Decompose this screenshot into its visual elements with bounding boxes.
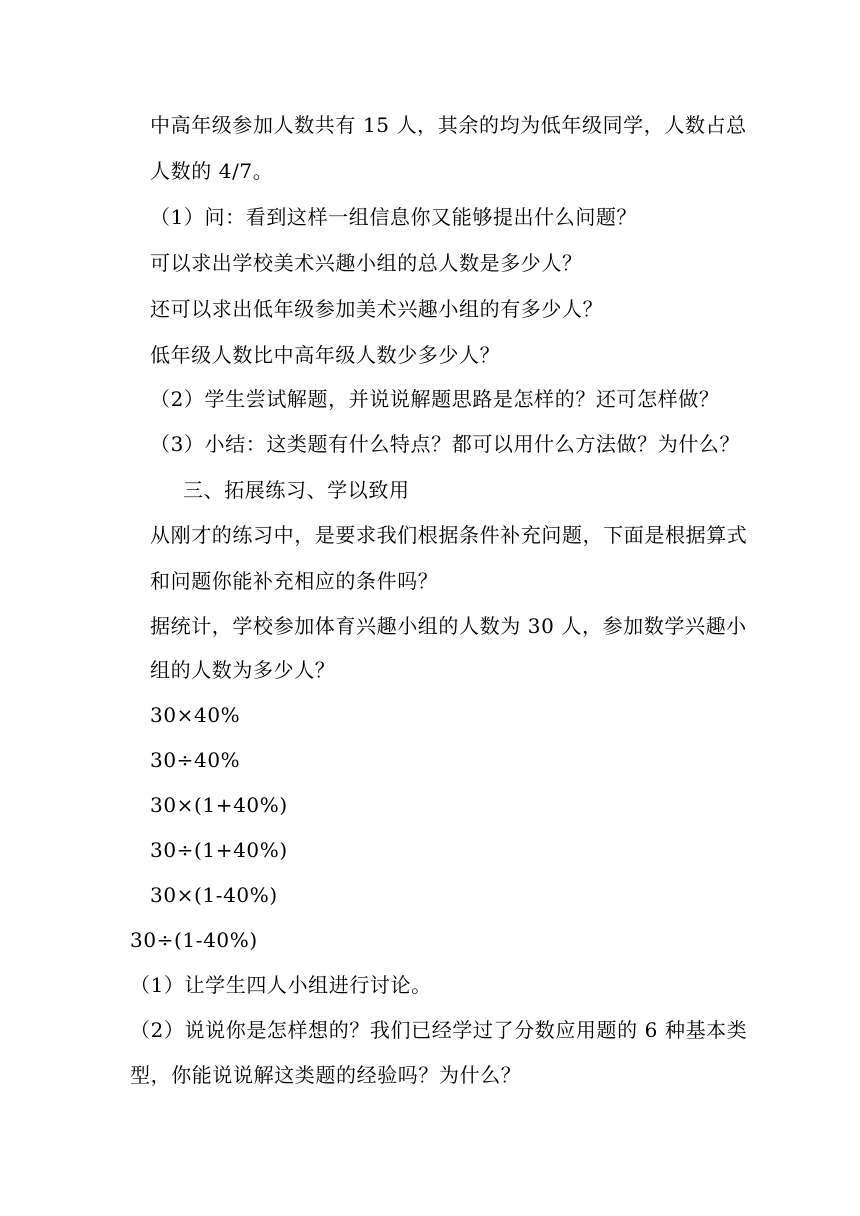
paragraph-line: 中高年级参加人数共有 15 人，其余的均为低年级同学，人数占总 [150, 113, 747, 137]
paragraph-line: 可以求出学校美术兴趣小组的总人数是多少人？ [150, 251, 583, 275]
paragraph-line: 组的人数为多少人？ [150, 658, 336, 682]
paragraph-line: 低年级人数比中高年级人数少多少人？ [150, 343, 501, 367]
question-line: （2）学生尝试解题，并说说解题思路是怎样的？还可怎样做？ [150, 387, 720, 411]
formula-line: 30×(1-40%) [150, 883, 278, 907]
formula-line: 30÷(1-40%) [130, 928, 258, 952]
section-heading: 三、拓展练习、学以致用 [183, 478, 410, 502]
paragraph-line: 人数的 4/7。 [150, 159, 274, 183]
paragraph-line: 型，你能说说解这类题的经验吗？为什么？ [130, 1063, 522, 1087]
question-line: （1）问：看到这样一组信息你又能够提出什么问题？ [150, 205, 638, 229]
paragraph-line: 和问题你能补充相应的条件吗？ [150, 569, 439, 593]
formula-line: 30×(1+40%) [150, 793, 288, 817]
question-line: （3）小结：这类题有什么特点？都可以用什么方法做？为什么？ [150, 432, 741, 456]
paragraph-line: 据统计，学校参加体育兴趣小组的人数为 30 人，参加数学兴趣小 [150, 614, 747, 638]
formula-line: 30÷40% [150, 748, 241, 772]
paragraph-line: 还可以求出低年级参加美术兴趣小组的有多少人？ [150, 297, 604, 321]
question-line: （1）让学生四人小组进行讨论。 [130, 973, 432, 997]
formula-line: 30×40% [150, 703, 241, 727]
formula-line: 30÷(1+40%) [150, 838, 288, 862]
paragraph-line: 从刚才的练习中，是要求我们根据条件补充问题，下面是根据算式 [150, 523, 748, 547]
question-line: （2）说说你是怎样想的？我们已经学过了分数应用题的 6 种基本类 [130, 1018, 748, 1042]
